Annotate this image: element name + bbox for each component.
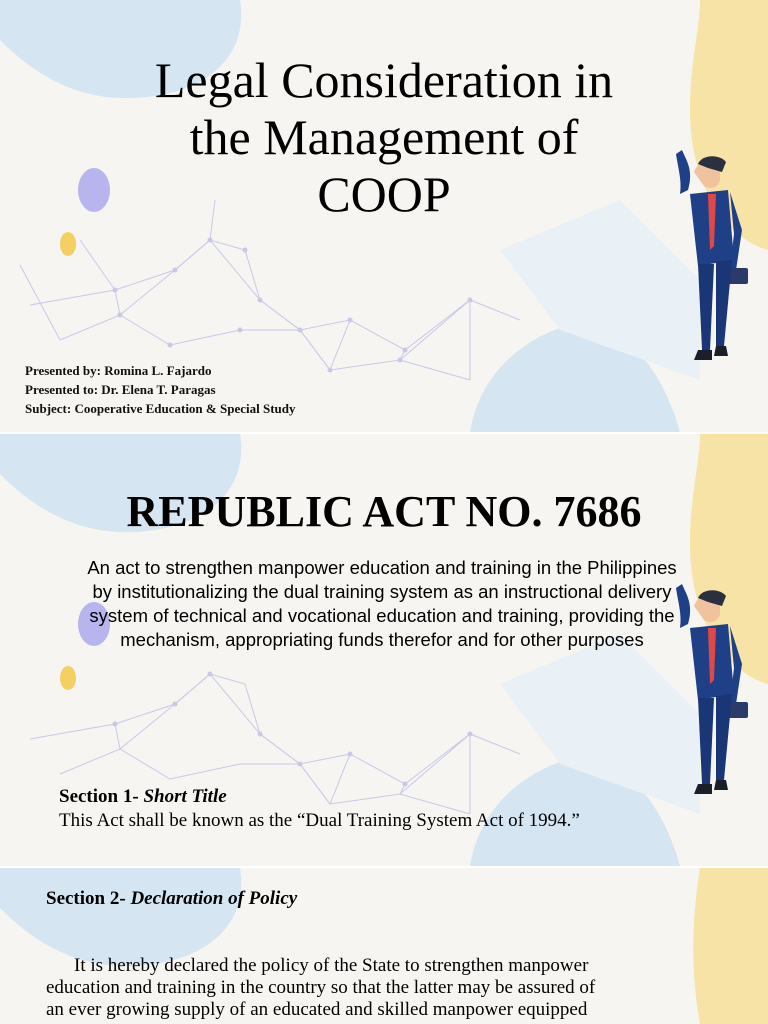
paragraph-line: education and training in the country so that the latter may be assured of	[46, 977, 596, 998]
paragraph-line: an ever growing supply of an educated and skilled manpower equipped	[46, 999, 588, 1020]
title-slide	[0, 0, 768, 432]
section2-title: Declaration of Policy	[130, 888, 298, 909]
paragraph-line: It is hereby declared the policy of the State to strengthen manpower	[74, 955, 589, 976]
section1-title: Short Title	[143, 786, 227, 807]
title-line: the Management of	[189, 109, 579, 165]
subject-line: Subject: Cooperative Education & Special Study	[25, 401, 296, 416]
act-title: REPUBLIC ACT NO. 7686	[126, 487, 642, 536]
top-left-blue-shape	[0, 868, 241, 966]
page-title	[60, 52, 708, 223]
network-nodes	[113, 238, 473, 373]
section1-label: Section 1-	[59, 786, 139, 807]
section2-label: Section 2-	[46, 888, 126, 909]
policy-paragraph	[46, 955, 726, 1021]
presented-to: Presented to: Dr. Elena T. Paragas	[25, 382, 216, 397]
presented-by: Presented by: Romina L. Fajardo	[25, 363, 212, 378]
network-lines	[20, 200, 520, 380]
network-nodes	[113, 672, 473, 787]
act-description: An act to strengthen manpower education and training in the Philippines by institutionalizing the dual training system as an instructional delivery system of technical and vocational education and training, providing the mechanism, appropriating funds therefor and for other purposes	[87, 557, 677, 650]
section1-text: This Act shall be known as the “Dual Training System Act of 1994.”	[59, 810, 580, 831]
yellow-dot	[60, 666, 76, 690]
title-line: COOP	[317, 166, 451, 222]
section2-heading	[46, 888, 297, 910]
yellow-dot	[60, 232, 76, 256]
title-line: Legal Consideration in	[154, 52, 614, 108]
section1-heading	[59, 786, 227, 808]
